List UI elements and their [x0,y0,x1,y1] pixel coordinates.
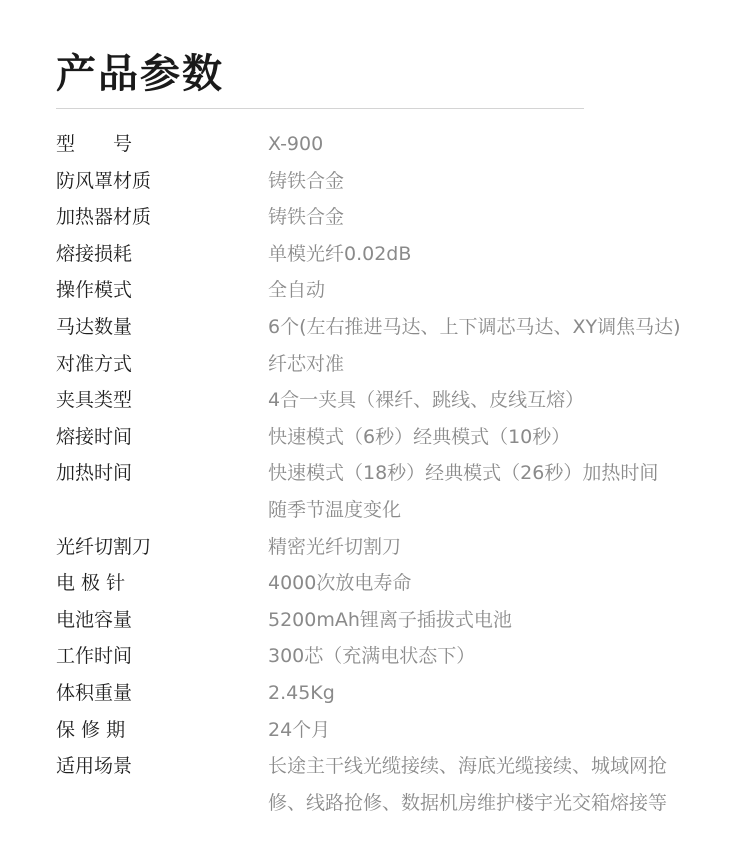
spec-value-line: 快速模式（18秒）经典模式（26秒）加热时间 [268,462,659,485]
spec-value-line: 24个月 [268,718,331,741]
spec-label: 马达数量 [56,315,133,338]
spec-label: 光纤切割刀 [56,535,152,558]
spec-value [268,236,736,273]
spec-label: 夹具类型 [56,389,133,412]
spec-label: 保 修 期 [56,718,126,741]
spec-value-line: 快速模式（6秒）经典模式（10秒） [268,425,571,448]
spec-value [268,163,736,200]
spec-value-line: 修、线路抢修、数据机房维护楼宇光交箱熔接等 [268,791,668,814]
spec-row-application [56,748,736,821]
spec-row-splice-loss [56,236,736,273]
spec-value-line: 长途主干线光缆接续、海底光缆接续、城域网抢 [268,755,668,778]
spec-value [268,712,736,749]
spec-label: 对准方式 [56,352,133,375]
spec-label: 电 极 针 [56,572,126,595]
spec-value-line: 2.45Kg [268,681,335,704]
spec-value-line: 随季节温度变化 [268,498,402,521]
spec-value [268,675,736,712]
spec-label: 型 号 [56,133,133,155]
spec-row-heating-time [56,455,736,528]
spec-row-fixture-type [56,382,736,419]
spec-row-heater-material [56,199,736,236]
spec-table [56,126,736,821]
spec-label: 加热器材质 [56,206,152,229]
spec-value [268,529,736,566]
spec-row-motor-count [56,309,736,346]
spec-value [268,638,736,675]
spec-value-line: 300芯（充满电状态下） [268,645,476,668]
spec-value-line: 纤芯对准 [268,352,345,375]
spec-value-line: 4合一夹具（裸纤、跳线、皮线互熔） [268,389,585,412]
spec-row-working-time [56,638,736,675]
spec-value-line: 铸铁合金 [268,169,345,192]
title-divider [56,108,584,109]
spec-row-alignment [56,346,736,383]
spec-value-line: 5200mAh锂离子插拔式电池 [268,608,512,631]
spec-value-line: X-900 [268,133,324,155]
spec-value [268,455,736,528]
spec-label: 体积重量 [56,681,133,704]
spec-value [268,565,736,602]
spec-row-weight [56,675,736,712]
spec-label: 加热时间 [56,462,133,485]
spec-label: 熔接时间 [56,425,133,448]
spec-row-cleaver [56,529,736,566]
spec-label: 操作模式 [56,279,133,302]
spec-value [268,272,736,309]
spec-row-electrode [56,565,736,602]
spec-value [268,309,736,346]
spec-label: 工作时间 [56,645,133,668]
spec-row-operation-mode [56,272,736,309]
spec-label: 防风罩材质 [56,169,152,192]
spec-value-line: 4000次放电寿命 [268,572,412,595]
spec-value [268,382,736,419]
spec-value-line: 6个(左右推进马达、上下调芯马达、XY调焦马达) [268,315,681,338]
spec-value [268,199,736,236]
spec-label: 适用场景 [56,755,133,778]
page-title: 产品参数 [56,51,224,97]
spec-value-line: 铸铁合金 [268,206,345,229]
spec-label: 电池容量 [56,608,133,631]
spec-value [268,602,736,639]
spec-row-splice-time [56,419,736,456]
spec-label: 熔接损耗 [56,242,133,265]
spec-row-windshield-material [56,163,736,200]
spec-value [268,419,736,456]
spec-value-line: 单模光纤0.02dB [268,242,412,265]
spec-row-model [56,126,736,163]
spec-value [268,126,736,163]
spec-value [268,748,736,821]
spec-row-warranty [56,712,736,749]
spec-value [268,346,736,383]
spec-value-line: 全自动 [268,279,326,302]
spec-row-battery-capacity [56,602,736,639]
spec-value-line: 精密光纤切割刀 [268,535,402,558]
